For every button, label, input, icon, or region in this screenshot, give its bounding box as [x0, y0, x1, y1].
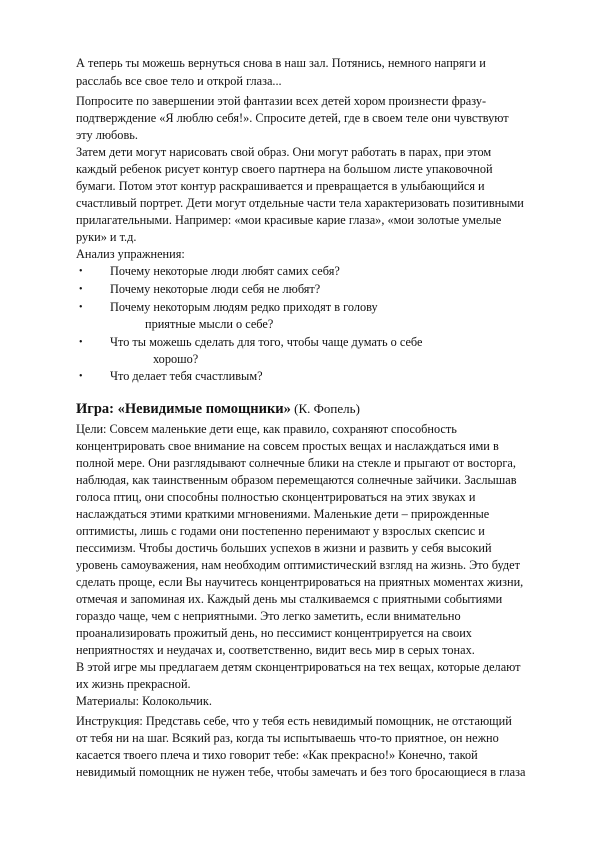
paragraph-line: голоса птиц, они способны полностью сконцентрироваться на этих звуках и: [76, 490, 476, 504]
paragraph-line: Попросите по завершении этой фантазии всех детей хором произнести фразу-: [76, 94, 487, 108]
paragraph-line: руки» и т.д.: [76, 230, 137, 244]
paragraph-line: расслабь все свое тело и открой глаза...: [76, 74, 282, 88]
paragraph-line: оптимисты, лишь с годами они постепенно перенимают у взрослых скепсис и: [76, 524, 485, 538]
paragraph-line: Инструкция: Представь себе, что у тебя есть невидимый помощник, не отстающий: [76, 714, 512, 728]
list-item-continuation: приятные мысли о себе?: [145, 317, 274, 331]
paragraph-line: счастливый портрет. Дети могут отдельные части тела характеризовать позитивными: [76, 196, 524, 210]
paragraph-line: отмечая и запоминая их. Каждый день мы сталкиваемся с приятными событиями: [76, 592, 503, 606]
paragraph-line: касается твоего плеча и тихо говорит тебе: «Как прекрасно!» Конечно, такой: [76, 748, 478, 762]
list-item-continuation: хорошо?: [153, 352, 199, 366]
bullet-icon: •: [79, 302, 83, 313]
paragraph-line: наслаждаться этими краткими мгновениями. Маленькие дети – прирожденные: [76, 507, 490, 521]
paragraph-line: Цели: Совсем маленькие дети еще, как правило, сохраняют способность: [76, 422, 457, 436]
list-item: Почему некоторые люди любят самих себя?: [110, 264, 340, 278]
paragraph-line: от тебя ни на шаг. Всякий раз, когда ты испытываешь что-то приятное, он нежно: [76, 731, 499, 745]
bullet-icon: •: [79, 371, 83, 382]
list-item: Что ты можешь сделать для того, чтобы чаще думать о себе: [110, 335, 423, 349]
paragraph-line: эту любовь.: [76, 128, 138, 142]
list-item: Почему некоторые люди себя не любят?: [110, 282, 321, 296]
paragraph-line: Затем дети могут нарисовать свой образ. Они могут работать в парах, при этом: [76, 145, 492, 159]
section-label: Анализ упражнения:: [76, 247, 185, 261]
paragraph-line: подтверждение «Я люблю себя!». Спросите детей, где в своем теле они чувствуют: [76, 111, 509, 125]
paragraph-line: наблюдая, как таинственным образом перемещаются солнечные зайчики. Заслышав: [76, 473, 517, 487]
game-title: Игра: «Невидимые помощники»: [76, 401, 291, 417]
list-item: Почему некоторым людям редко приходят в голову: [110, 300, 378, 314]
bullet-icon: •: [79, 284, 83, 295]
game-author: (К. Фопель): [290, 401, 360, 416]
paragraph-line: невидимый помощник не нужен тебе, чтобы замечать и без того бросающиеся в глаза: [76, 765, 526, 779]
section-label: Материалы: Колокольчик.: [76, 694, 212, 708]
paragraph-line: В этой игре мы предлагаем детям сконцентрироваться на тех вещах, которые делают: [76, 660, 521, 674]
game-heading: [76, 400, 360, 418]
paragraph-line: уровень самоуважения, нам необходим оптимистический взгляд на жизнь. Это будет: [76, 558, 520, 572]
bullet-icon: •: [79, 337, 83, 348]
paragraph-line: каждый ребенок рисует контур своего партнера на большом листе упаковочной: [76, 162, 493, 176]
paragraph-line: А теперь ты можешь вернуться снова в наш зал. Потянись, немного напряги и: [76, 56, 486, 70]
paragraph-line: их жизнь прекрасной.: [76, 677, 191, 691]
paragraph-line: бумаги. Потом этот контур раскрашивается и превращается в улыбающийся и: [76, 179, 485, 193]
paragraph-line: сделать проще, если Вы научитесь концентрироваться на приятных моментах жизни,: [76, 575, 524, 589]
list-item: Что делает тебя счастливым?: [110, 369, 263, 383]
paragraph-line: гораздо чаще, чем с неприятными. Это легко заметить, если внимательно: [76, 609, 461, 623]
paragraph-line: проанализировать прожитый день, но пессимист концентрируется на своих: [76, 626, 472, 640]
paragraph-line: пессимизм. Чтобы достичь больших успехов в жизни и развить у себя высокий: [76, 541, 492, 555]
paragraph-line: полной мере. Они разглядывают солнечные блики на стекле и прыгают от восторга,: [76, 456, 516, 470]
paragraph-line: неприятностях и неудачах и, соответственно, видит весь мир в серых тонах.: [76, 643, 475, 657]
paragraph-line: концентрировать свое внимание на совсем простых вещах и наслаждаться ими в: [76, 439, 499, 453]
bullet-icon: •: [79, 266, 83, 277]
paragraph-line: прилагательными. Например: «мои красивые карие глаза», «мои золотые умелые: [76, 213, 502, 227]
